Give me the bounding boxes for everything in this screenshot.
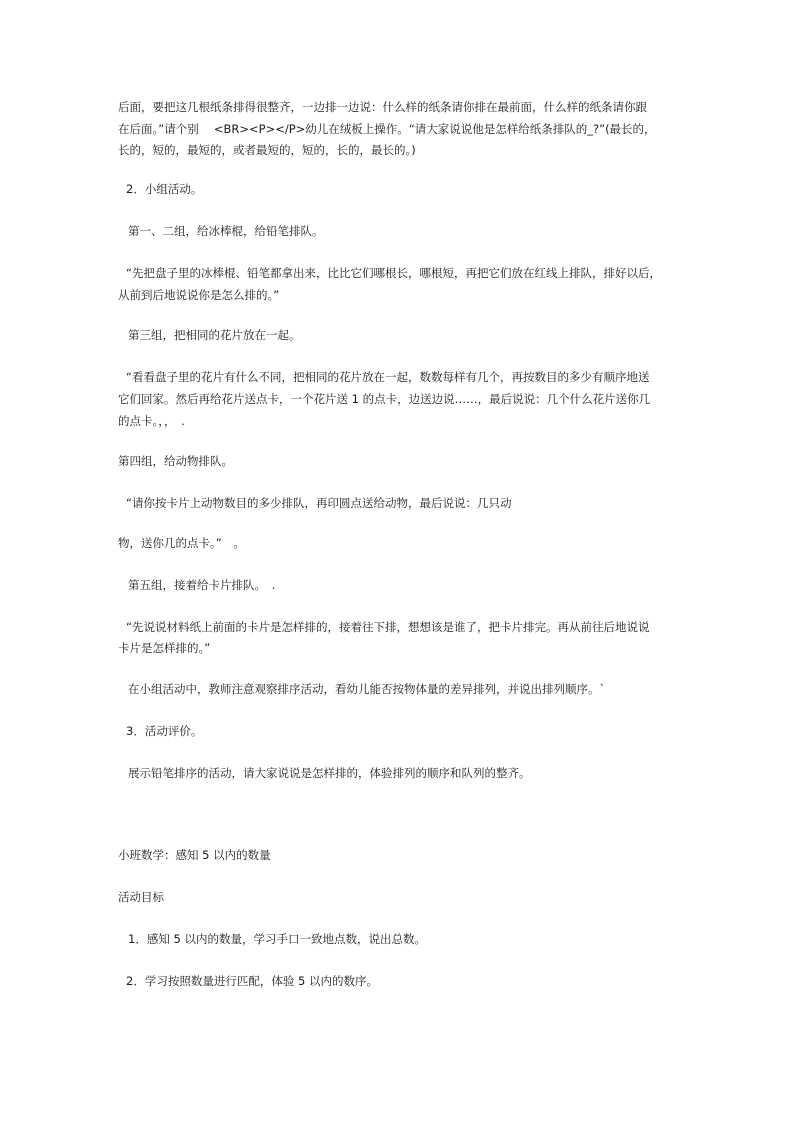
paragraph-line: 展示铅笔排序的活动，请大家说说是怎样排的，体验排列的顺序和队列的整齐。 [128,766,531,780]
paragraph-line: 从前到后地说说你是怎么排的。” [118,288,280,302]
paragraph-line: 物，送你几的点卡。” 。 [118,536,245,550]
lesson-title: 小班数学：感知 5 以内的数量 [118,848,271,862]
paragraph-line: “看看盘子里的花片有什么不同，把相同的花片放在一起，数数每样有几个，再按数目的多少有顺序地送 [126,370,650,384]
paragraph-line: “先把盘子里的冰棒棍、铅笔都拿出来，比比它们哪根长，哪根短，再把它们放在红线上排队，排好以后， [126,266,661,280]
paragraph-line: 它们回家。然后再给花片送点卡，一个花片送 1 的点卡，边送边说……，最后说说：几个什么花片送你几 [118,392,651,406]
section-heading: 3．活动评价。 [126,724,203,738]
paragraph-line: 在小组活动中，教师注意观察排序活动，看幼儿能否按物体量的差异排列，并说出排列顺序。` [128,682,606,696]
paragraph-line: 的点卡。，， . [118,414,185,428]
paragraph-line: “先说说材料纸上前面的卡片是怎样排的，接着往下排，想想该是谁了，把卡片排完。再从前往后地说说 [126,620,650,634]
section-heading: 2．小组活动。 [126,182,203,196]
paragraph-line: 长的，短的，最短的，或者最短的，短的，长的，最长的。) [118,143,416,157]
objective-item: 2．学习按照数量进行匹配，体验 5 以内的数序。 [126,974,378,988]
paragraph-line: 在后面。”请个别 <BR><P></P>幼儿在绒板上操作。“请大家说说他是怎样给纸条排队的_?”(最长的， [118,122,656,136]
paragraph-line: 卡片是怎样排的。” [118,641,211,655]
objective-item: 1．感知 5 以内的数量，学习手口一致地点数，说出总数。 [128,932,426,946]
objectives-heading: 活动目标 [118,890,164,904]
group-heading: 第三组，把相同的花片放在一起。 [128,328,301,342]
paragraph-line: “请你按卡片上动物数目的多少排队，再印圆点送给动物，最后说说：几只动 [126,496,512,510]
paragraph-line: 后面，要把这几根纸条排得很整齐，一边排一边说：什么样的纸条请你排在最前面，什么样的纸条请你跟 [118,100,647,114]
group-heading: 第四组，给动物排队。 [118,454,233,468]
group-heading: 第一、二组，给冰棒棍，给铅笔排队。 [128,224,324,238]
group-heading: 第五组，接着给卡片排队。 . [128,578,276,592]
